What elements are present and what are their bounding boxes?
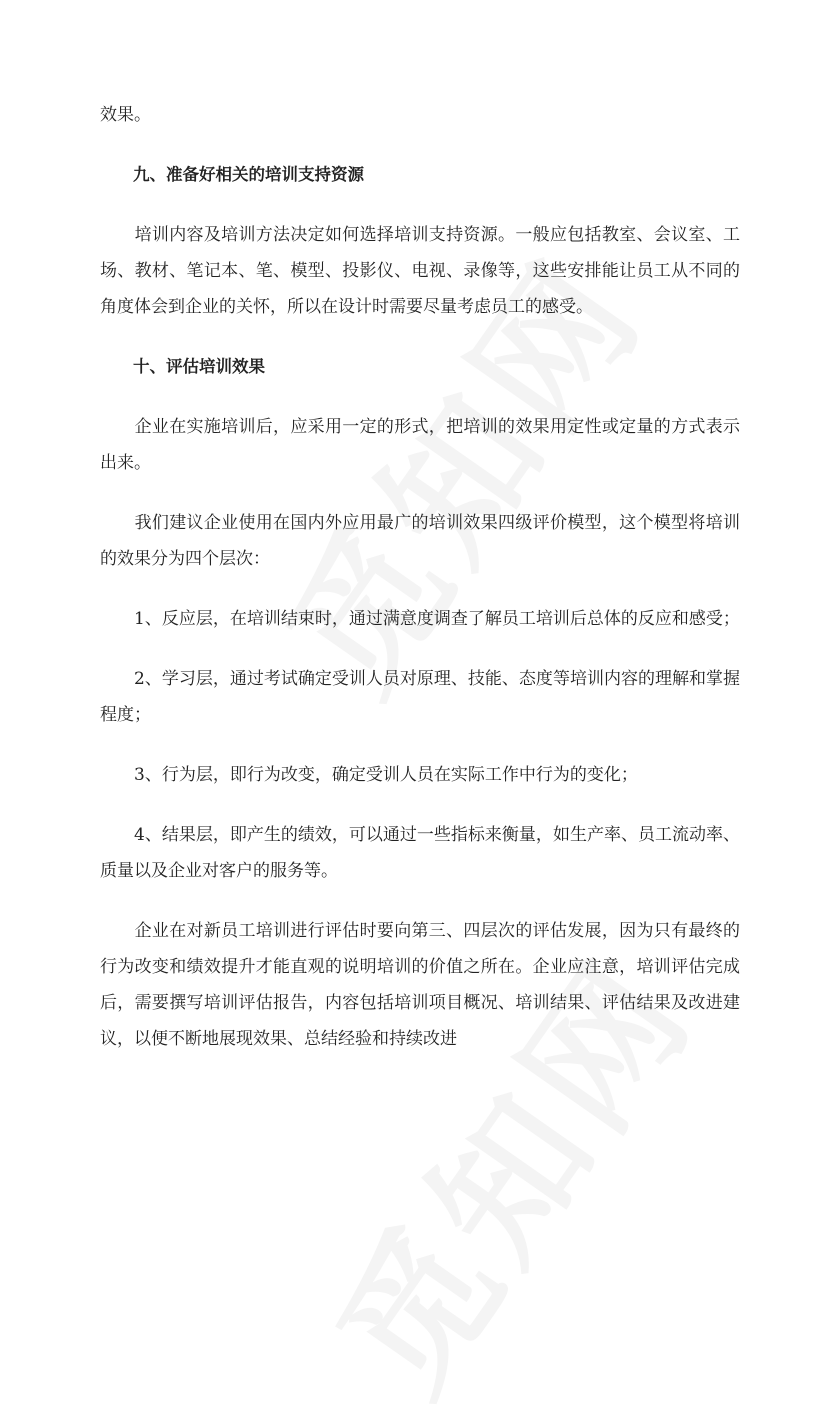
text-line: 出来。 (100, 453, 151, 473)
text-line: 十、评估培训效果 (100, 357, 265, 376)
text-line: 议，以便不断地展现效果、总结经验和持续改进 (100, 1029, 457, 1049)
text-line: 3、行为层，即行为改变，确定受训人员在实际工作中行为的变化； (100, 765, 638, 785)
paragraph (100, 913, 740, 1057)
text-line: 的效果分为四个层次： (100, 549, 270, 569)
text-line: 效果。 (100, 105, 151, 125)
paragraph (100, 817, 740, 889)
text-line: 2、学习层，通过考试确定受训人员对原理、技能、态度等培训内容的理解和掌握 (100, 669, 740, 689)
text-line: 我们建议企业使用在国内外应用最广的培训效果四级评价模型，这个模型将培训 (100, 513, 740, 533)
paragraph (100, 217, 740, 325)
text-line: 质量以及企业对客户的服务等。 (100, 861, 338, 881)
paragraph (100, 97, 740, 133)
text-line: 角度体会到企业的关怀，所以在设计时需要尽量考虑员工的感受。 (100, 297, 593, 317)
section-heading (100, 157, 740, 193)
paragraph (100, 409, 740, 481)
text-line: 培训内容及培训方法决定如何选择培训支持资源。一般应包括教室、会议室、工 (100, 225, 740, 245)
text-line: 场、教材、笔记本、笔、模型、投影仪、电视、录像等，这些安排能让员工从不同的 (100, 261, 740, 281)
text-line: 九、准备好相关的培训支持资源 (100, 165, 364, 184)
text-line: 4、结果层，即产生的绩效，可以通过一些指标来衡量，如生产率、员工流动率、 (100, 825, 740, 845)
text-line: 企业在实施培训后，应采用一定的形式，把培训的效果用定性或定量的方式表示 (100, 417, 740, 437)
paragraph (100, 757, 740, 793)
text-line: 程度； (100, 705, 151, 725)
paragraph (100, 661, 740, 733)
text-line: 企业在对新员工培训进行评估时要向第三、四层次的评估发展，因为只有最终的 (100, 921, 740, 941)
paragraph (100, 505, 740, 577)
section-heading (100, 349, 740, 385)
document-page (100, 97, 740, 1081)
text-line: 1、反应层，在培训结束时，通过满意度调查了解员工培训后总体的反应和感受； (100, 609, 740, 629)
text-line: 行为改变和绩效提升才能直观的说明培训的价值之所在。企业应注意，培训评估完成 (100, 957, 740, 977)
text-line: 后，需要撰写培训评估报告，内容包括培训项目概况、培训结果、评估结果及改进建 (100, 993, 740, 1013)
paragraph (100, 601, 740, 637)
